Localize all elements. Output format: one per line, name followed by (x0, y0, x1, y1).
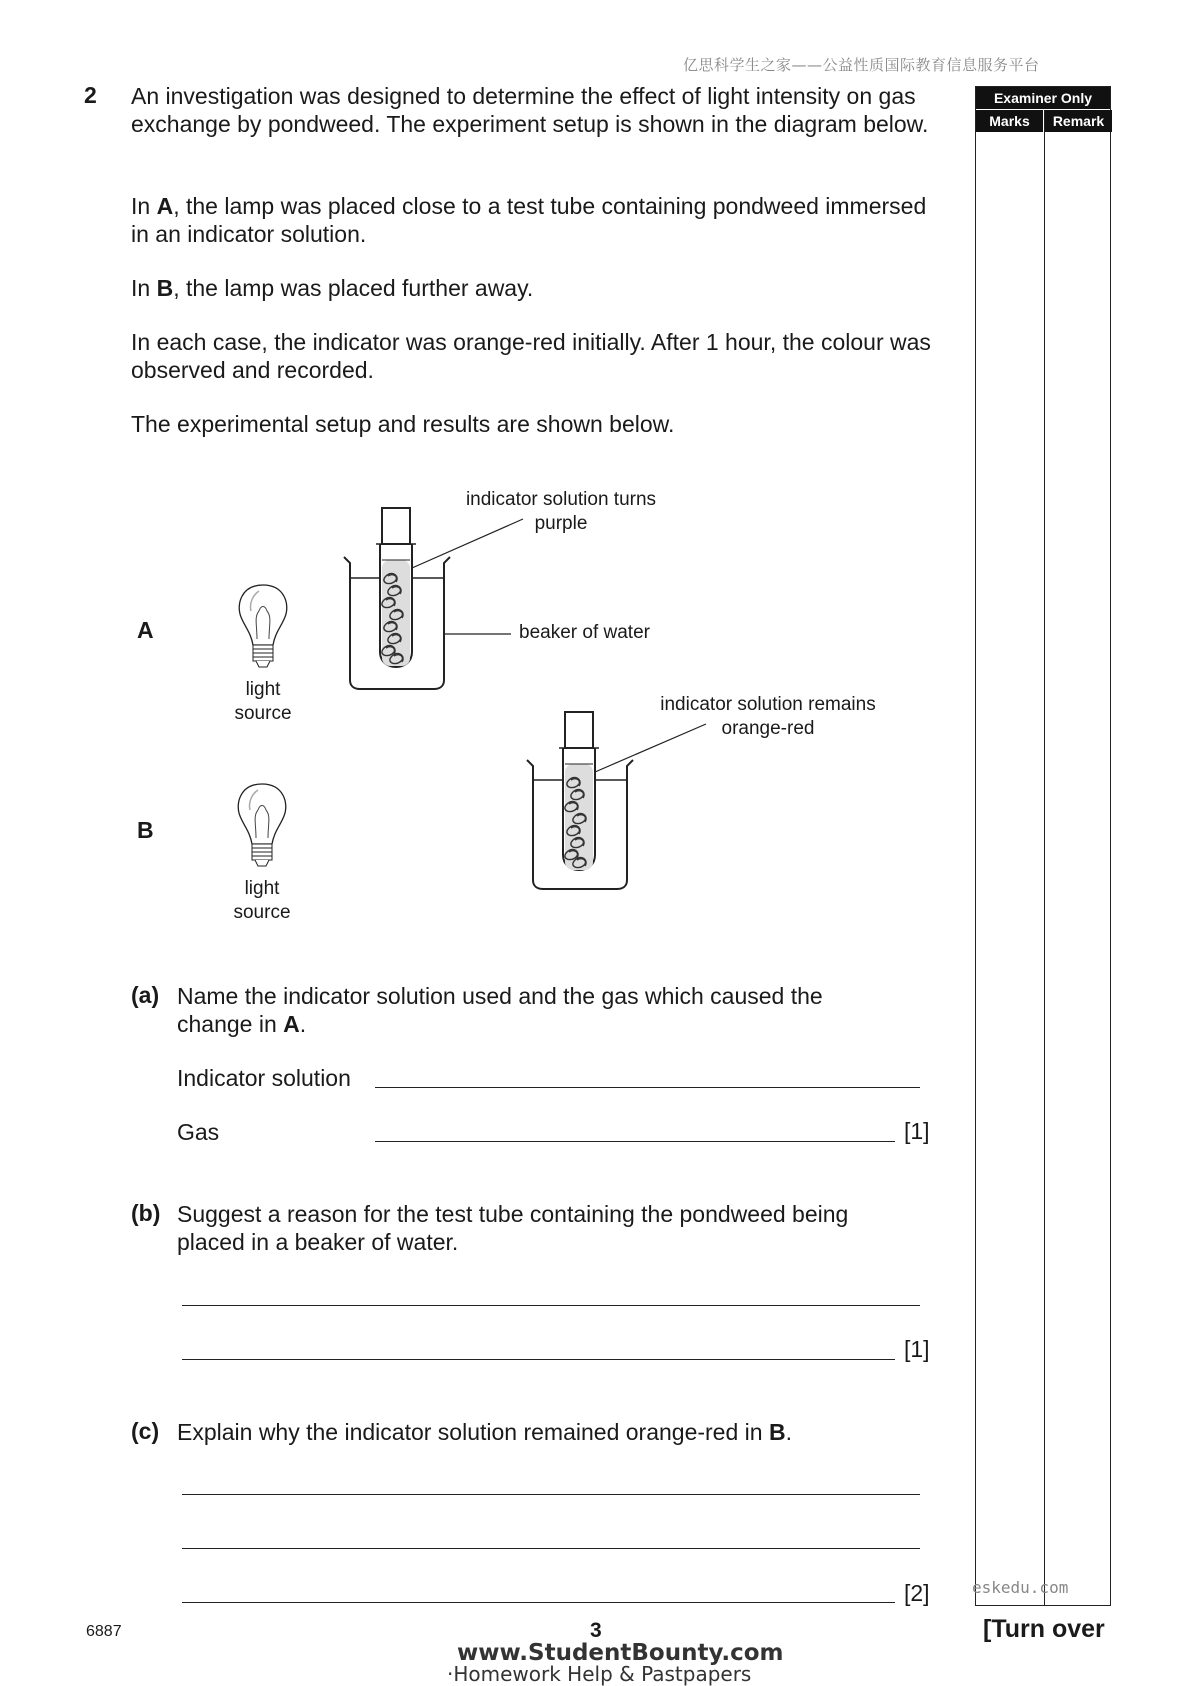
paragraph-a-pre: In (131, 193, 157, 219)
examiner-marks-header: Marks (976, 110, 1043, 132)
part-a-marks: [1] (904, 1118, 930, 1144)
light-bulb-a-icon (239, 585, 287, 667)
part-c-answer-line-2[interactable] (182, 1548, 920, 1549)
part-c-text-post: . (785, 1419, 792, 1445)
light-source-label-b (202, 877, 322, 925)
footer-watermark: eskedu.com (972, 1578, 1069, 1597)
part-c-text-pre: Explain why the indicator solution remained orange-red in (177, 1419, 769, 1445)
part-c-answer-line-1[interactable] (182, 1494, 920, 1495)
page-number: 3 (590, 1619, 602, 1642)
gas-answer-line[interactable] (375, 1141, 895, 1142)
setup-label-a: A (137, 617, 154, 643)
indicator-solution-answer-line[interactable] (375, 1087, 920, 1088)
part-b-answer-line-1[interactable] (182, 1305, 920, 1306)
light-source-a-line1: light (245, 679, 281, 700)
test-tube-b (559, 712, 599, 870)
paragraph-b-post: , the lamp was placed further away. (173, 275, 534, 301)
beaker-label: beaker of water (519, 622, 650, 643)
light-bulb-b-icon (238, 784, 286, 866)
part-a-text-bold: A (283, 1011, 300, 1037)
paper-code: 6887 (86, 1623, 122, 1640)
question-number: 2 (84, 82, 97, 108)
indicator-b-label (643, 693, 893, 741)
site-url[interactable]: www.StudentBounty.com (457, 1640, 784, 1666)
light-source-label-a (203, 678, 323, 726)
part-b-label: (b) (131, 1200, 161, 1226)
paragraph-b-bold: B (156, 275, 174, 301)
light-source-b-line1: light (244, 878, 280, 899)
part-a-label: (a) (131, 982, 160, 1008)
indicator-solution-field-label: Indicator solution (177, 1065, 351, 1091)
light-source-b-line2: source (233, 902, 291, 923)
paragraph-a-post: , the lamp was placed close to a test tube containing pondweed immersed in an indicator solution. (131, 193, 927, 247)
gas-field-label: Gas (177, 1119, 220, 1145)
part-c-answer-line-3[interactable] (182, 1602, 895, 1603)
turn-over-label: [Turn over (983, 1615, 1105, 1643)
part-c-marks: [2] (904, 1580, 930, 1606)
indicator-a-label (441, 488, 681, 536)
setup-label-b: B (137, 817, 154, 843)
part-a-text-post: . (299, 1011, 307, 1037)
examiner-remark-header: Remark (1045, 110, 1112, 132)
indicator-b-line1: indicator solution remains (660, 694, 876, 715)
part-c-label: (c) (131, 1418, 160, 1444)
paragraph-observation: In each case, the indicator was orange-red initially. After 1 hour, the colour was observed and recorded. (131, 329, 931, 383)
light-source-a-line2: source (234, 703, 292, 724)
test-tube-a (376, 508, 416, 667)
header-watermark: 亿思科学生之家——公益性质国际教育信息服务平台 (683, 56, 1040, 74)
paragraph-setup: The experimental setup and results are shown below. (131, 411, 675, 437)
part-c-text-bold: B (768, 1419, 786, 1445)
part-a-question (177, 982, 877, 1038)
site-tagline: ·Homework Help & Pastpapers (447, 1662, 752, 1686)
part-c-question (177, 1418, 897, 1446)
indicator-b-line2: orange-red (721, 718, 815, 739)
part-b-question: Suggest a reason for the test tube containing the pondweed being placed in a beaker of water. (177, 1201, 849, 1255)
question-intro: An investigation was designed to determine the effect of light intensity on gas exchange by pondweed. The experiment setup is shown in the diagram below. (131, 83, 929, 137)
part-b-marks: [1] (904, 1336, 930, 1362)
paragraph-b-pre: In (131, 275, 157, 301)
paragraph-a-bold: A (156, 193, 174, 219)
indicator-a-line1: indicator solution turns (465, 489, 657, 510)
indicator-a-line2: purple (534, 513, 588, 534)
part-b-answer-line-2[interactable] (182, 1359, 895, 1360)
part-a-text-pre: Name the indicator solution used and the gas which caused the change in (177, 983, 823, 1037)
examiner-title: Examiner Only (976, 87, 1110, 109)
